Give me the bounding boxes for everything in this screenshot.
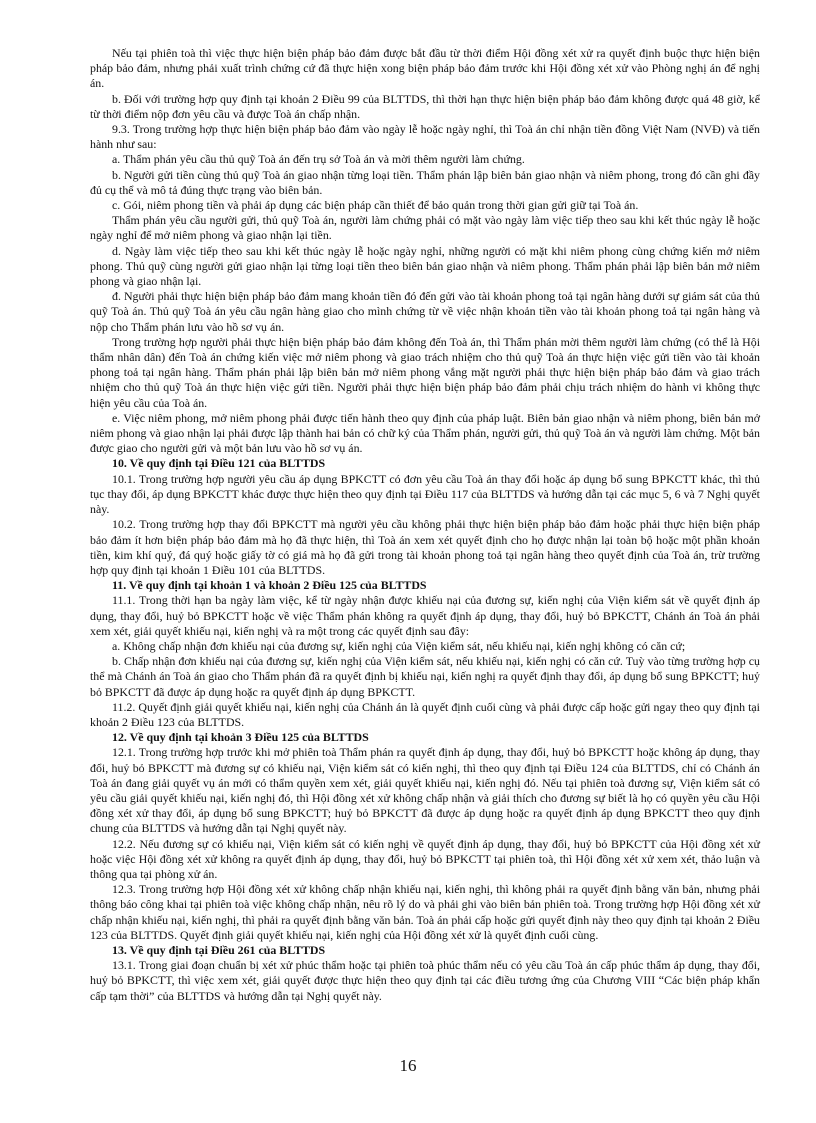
paragraph: b. Người gửi tiền cùng thủ quỹ Toà án giao nhận từng loại tiền. Thẩm phán lập biên bản giao nhận và niêm phong, trong đó cần ghi đầy đủ cụ thể và mô tả đúng thực trạng vào biên bản. xyxy=(90,167,760,197)
paragraph: 12.3. Trong trường hợp Hội đồng xét xử không chấp nhận khiếu nại, kiến nghị, thì không phải ra quyết định bằng văn bản, nhưng phải thông báo công khai tại phiên toà việc không chấp nhận, nêu rõ lý do và phải ghi vào biên bản phiên toà. Trong trường hợp Hội đồng xét xử chấp nhận khiếu nại, kiến nghị, thì phải ra quyết định bằng văn bản. Toà án phải cấp hoặc gửi quyết định này theo quy định tại khoản 2 Điều 123 của BLTTDS. Quyết định giải quyết khiếu nại, kiến nghị của Hội đồng xét xử là quyết định cuối cùng. xyxy=(90,882,760,942)
paragraph: b. Chấp nhận đơn khiếu nại của đương sự, kiến nghị của Viện kiểm sát, nếu khiếu nại, kiến nghị có căn cứ. Tuỳ vào từng trường hợp cụ thể mà Chánh án Toà án giao cho Thẩm phán đã ra quyết định bị khiếu nại, kiến nghị ra quyết định thay đổi, áp dụng bổ sung BPKCTT; huỷ bỏ BPKCTT đã được áp dụng hoặc ra quyết định áp dụng BPKCTT. xyxy=(90,654,760,699)
paragraph: a. Không chấp nhận đơn khiếu nại của đương sự, kiến nghị của Viện kiểm sát, nếu khiếu nại, kiến nghị không có căn cứ; xyxy=(112,638,686,653)
paragraph: b. Đối với trường hợp quy định tại khoản 2 Điều 99 của BLTTDS, thì thời hạn thực hiện biện pháp bảo đảm không được quá 48 giờ, kể từ thời điểm nộp đơn yêu cầu và được Toà án chấp nhận. xyxy=(90,91,760,121)
paragraph: e. Việc niêm phong, mở niêm phong phải được tiến hành theo quy định của pháp luật. Biên bản giao nhận và niêm phong, biên bản mở niêm phong và giao nhận lại phải được lập thành hai bản có chữ ký của Thẩm phán, người gửi, thủ quỹ Toà án và người làm chứng. Một bản được giao cho người gửi và một bản lưu vào hồ sơ vụ án. xyxy=(90,410,760,456)
paragraph: Nếu tại phiên toà thì việc thực hiện biện pháp bảo đảm được bắt đầu từ thời điểm Hội đồng xét xử ra quyết định buộc thực hiện biện pháp bảo đảm, nhưng phải xuất trình chứng cứ đã thực hiện xong biện pháp bảo đảm trước khi Hội đồng xét xử vào Phòng nghị án để nghị án. xyxy=(90,46,760,91)
paragraph: 10.1. Trong trường hợp người yêu cầu áp dụng BPKCTT có đơn yêu cầu Toà án thay đổi hoặc áp dụng bổ sung BPKCTT khác, thì thủ tục thay đổi, áp dụng BPKCTT khác được thực hiện theo quy định tại Điều 117 của BLTTDS và hướng dẫn tại các mục 5, 6 và 7 Nghị quyết này. xyxy=(90,471,760,517)
section-heading: 13. Về quy định tại Điều 261 của BLTTDS xyxy=(112,942,326,957)
paragraph: 11.2. Quyết định giải quyết khiếu nại, kiến nghị của Chánh án là quyết định cuối cùng và phải được cấp hoặc gửi ngay theo quy định tại khoản 2 Điều 123 của BLTTDS. xyxy=(90,699,760,729)
paragraph: Trong trường hợp người phải thực hiện biện pháp bảo đảm không đến Toà án, thì Thẩm phán mời thêm người làm chứng (có thể là Hội thẩm nhân dân) đến Toà án chứng kiến việc mở niêm phong và giao trách nhiệm cho thủ quỹ Toà án thực hiện việc gửi tiền vào tài khoản phong toả tại ngân hàng. Thẩm phán phải lập biên bản mở niêm phong vắng mặt người phải thực hiện biện pháp bảo đảm và giao trách nhiệm cho thủ quỹ Toà án thực hiện việc gửi tiền. Người phải thực hiện biện pháp bảo đảm phải chịu trách nhiệm do hành vi không thực hiện yêu cầu của Toà án. xyxy=(90,334,760,410)
section-heading: 11. Về quy định tại khoản 1 và khoản 2 Điều 125 của BLTTDS xyxy=(112,578,427,593)
paragraph: 12.1. Trong trường hợp trước khi mở phiên toà Thẩm phán ra quyết định áp dụng, thay đổi, huỷ bỏ BPKCTT hoặc không áp dụng, thay đổi, huỷ bỏ BPKCTT mà đương sự có khiếu nại, Viện kiểm sát có kiến nghị, thì theo quy định tại Điều 124 của BLTTDS, chỉ có Chánh án Toà án đang giải quyết vụ án mới có thẩm quyền xem xét, giải quyết khiếu nại, kiến nghị đó. Nếu tại phiên toà đương sự, Viện kiểm sát có yêu cầu giải quyết khiếu nại, kiến nghị đó, thì Hội đồng xét xử không chấp nhận và giải thích cho đương sự biết là họ có quyền yêu cầu Hội đồng xét xử thay đổi, áp dụng bổ sung BPKCTT; huỷ bỏ BPKCTT đã được áp dụng hoặc ra quyết định áp dụng BPKCTT theo quy định chung của BLTTDS và hướng dẫn tại Nghị quyết này. xyxy=(90,745,760,836)
section-heading: 10. Về quy định tại Điều 121 của BLTTDS xyxy=(112,456,326,471)
paragraph: 13.1. Trong giai đoạn chuẩn bị xét xử phúc thẩm hoặc tại phiên toà phúc thẩm nếu có yêu cầu Toà án cấp phúc thẩm áp dụng, thay đổi, huỷ bỏ BPKCTT, thì việc xem xét, giải quyết được thực hiện theo quy định tại các điều tương ứng của Chương VIII “Các biện pháp khẩn cấp tạm thời” của BLTTDS và hướng dẫn tại Nghị quyết này. xyxy=(90,958,760,1003)
paragraph: đ. Người phải thực hiện biện pháp bảo đảm mang khoản tiền đó đến gửi vào tài khoản phong toả tại ngân hàng dưới sự giám sát của thủ quỹ Toà án. Thủ quỹ Toà án yêu cầu ngân hàng giao cho mình chứng từ về việc nhận khoản tiền vào tài khoản phong toả tại ngân hàng và nộp cho Thẩm phán lưu vào hồ sơ vụ án. xyxy=(90,289,760,334)
page-number: 16 xyxy=(399,1056,417,1075)
paragraph: 12.2. Nếu đương sự có khiếu nại, Viện kiểm sát có kiến nghị về quyết định áp dụng, thay đổi, huỷ bỏ BPKCTT của Hội đồng xét xử hoặc việc Hội đồng xét xử không ra quyết định áp dụng, thay đổi, huỷ bỏ BPKCTT tại phiên toà, thì Hội đồng xét xử xem xét, thảo luận và thông qua tại phòng xử án. xyxy=(90,836,760,881)
document-body xyxy=(90,46,760,1004)
paragraph: d. Ngày làm việc tiếp theo sau khi kết thúc ngày lễ hoặc ngày nghỉ, những người có mặt khi niêm phong cùng chứng kiến mở niêm phong. Thủ quỹ cùng người gửi giao nhận lại từng loại tiền theo biên bản giao nhận và niêm phong. Thẩm phán phải lập biên bản mở niêm phong và giao nhận lại. xyxy=(90,243,760,289)
paragraph: 10.2. Trong trường hợp thay đổi BPKCTT mà người yêu cầu không phải thực hiện biện pháp bảo đảm hoặc phải thực hiện biện pháp bảo đảm ít hơn biện pháp bảo đảm mà họ đã thực hiện, thì Toà án xem xét quyết định cho họ được nhận lại toàn bộ hoặc một phần khoản tiền, kim khí quý, đá quý hoặc giấy tờ có giá mà họ đã gửi trong tài khoản phong toả tại ngân hàng theo quyết định của Toà án, trừ trường hợp quy định tại khoản 1 Điều 101 của BLTTDS. xyxy=(90,517,760,577)
paragraph: Thẩm phán yêu cầu người gửi, thủ quỹ Toà án, người làm chứng phải có mặt vào ngày làm việc tiếp theo sau khi kết thúc ngày lễ hoặc ngày nghỉ để mở niêm phong và giao nhận lại tiền. xyxy=(90,213,760,243)
paragraph: c. Gói, niêm phong tiền và phải áp dụng các biện pháp cần thiết để bảo quản trong thời gian gửi giữ tại Toà án. xyxy=(112,198,639,213)
paragraph: 11.1. Trong thời hạn ba ngày làm việc, kể từ ngày nhận được khiếu nại của đương sự, kiến nghị của Viện kiểm sát về quyết định áp dụng, thay đổi, huỷ bỏ BPKCTT hoặc về việc Thẩm phán không ra quyết định áp dụng, thay đổi, huỷ bỏ BPKCTT, Chánh án Toà án phải xem xét, giải quyết khiếu nại, kiến nghị và ra một trong các quyết định sau đây: xyxy=(90,593,760,638)
paragraph: a. Thẩm phán yêu cầu thủ quỹ Toà án đến trụ sở Toà án và mời thêm người làm chứng. xyxy=(112,152,525,167)
paragraph: 9.3. Trong trường hợp thực hiện biện pháp bảo đảm vào ngày lễ hoặc ngày nghỉ, thì Toà án chỉ nhận tiền đồng Việt Nam (NVĐ) và tiến hành như sau: xyxy=(90,122,760,152)
section-heading: 12. Về quy định tại khoản 3 Điều 125 của BLTTDS xyxy=(112,730,369,745)
